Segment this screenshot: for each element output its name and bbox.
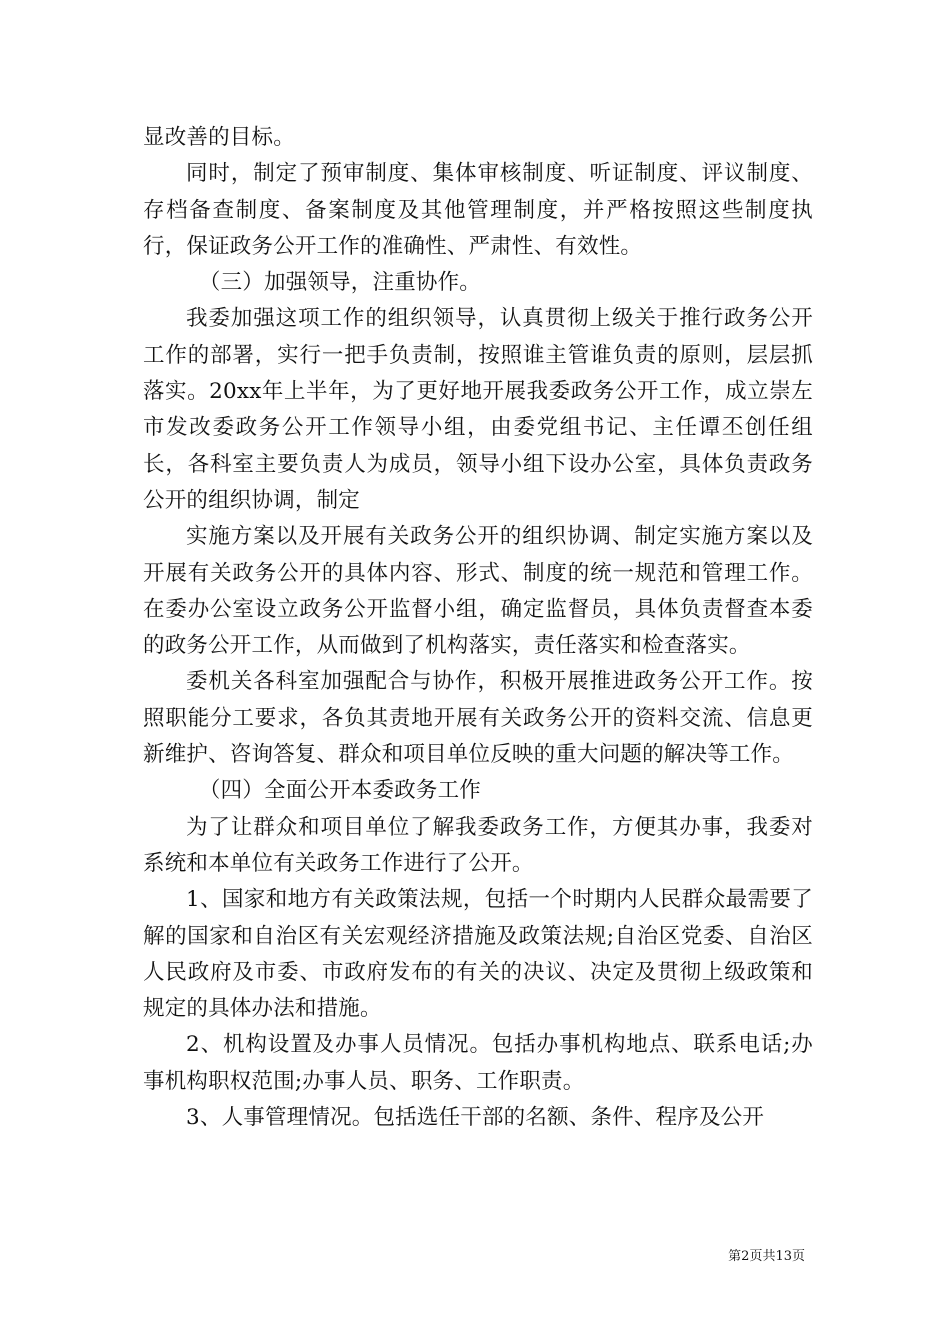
- paragraph: 同时，制定了预审制度、集体审核制度、听证制度、评议制度、存档备查制度、备案制度及其他管理制度，并严格按照这些制度执行，保证政务公开工作的准确性、严肃性、有效性。: [143, 161, 813, 259]
- paragraph: 委机关各科室加强配合与协作，积极开展推进政务公开工作。按照职能分工要求，各负其责地开展有关政务公开的资料交流、信息更新维护、咨询答复、群众和项目单位反映的重大问题的解决等工作。: [143, 669, 813, 768]
- paragraph: 我委加强这项工作的组织领导，认真贯彻上级关于推行政务公开工作的部署，实行一把手负责制，按照谁主管谁负责的原则，层层抓落实。20xx年上半年，为了更好地开展我委政务公开工作，成立崇左市发改委政务公开工作领导小组，由委党组书记、主任谭丕创任组长，各科室主要负责人为成员，领导小组下设办公室，具体负责政务公开的组织协调，制定: [143, 306, 813, 513]
- page-number: 第2页共13页: [728, 1249, 805, 1264]
- document-body: [143, 120, 813, 1136]
- section-heading: （四）全面公开本委政务工作: [198, 778, 481, 804]
- paragraph: 实施方案以及开展有关政务公开的组织协调、制定实施方案以及开展有关政务公开的具体内容、形式、制度的统一规范和管理工作。在委办公室设立政务公开监督小组，确定监督员，具体负责督查本委的政务公开工作，从而做到了机构落实，责任落实和检查落实。: [143, 524, 813, 659]
- paragraph: 为了让群众和项目单位了解我委政务工作，方便其办事，我委对系统和本单位有关政务工作进行了公开。: [143, 814, 813, 876]
- paragraph: 1、国家和地方有关政策法规，包括一个时期内人民群众最需要了解的国家和自治区有关宏观经济措施及政策法规;自治区党委、自治区人民政府及市委、市政府发布的有关的决议、决定及贯彻上级政策和规定的具体办法和措施。: [143, 887, 813, 1022]
- paragraph: 2、机构设置及办事人员情况。包括办事机构地点、联系电话;办事机构职权范围;办事人员、职务、工作职责。: [143, 1032, 813, 1094]
- paragraph: 3、人事管理情况。包括选任干部的名额、条件、程序及公开: [186, 1105, 765, 1131]
- section-heading: （三）加强领导，注重协作。: [198, 270, 481, 296]
- paragraph: 显改善的目标。: [143, 125, 295, 150]
